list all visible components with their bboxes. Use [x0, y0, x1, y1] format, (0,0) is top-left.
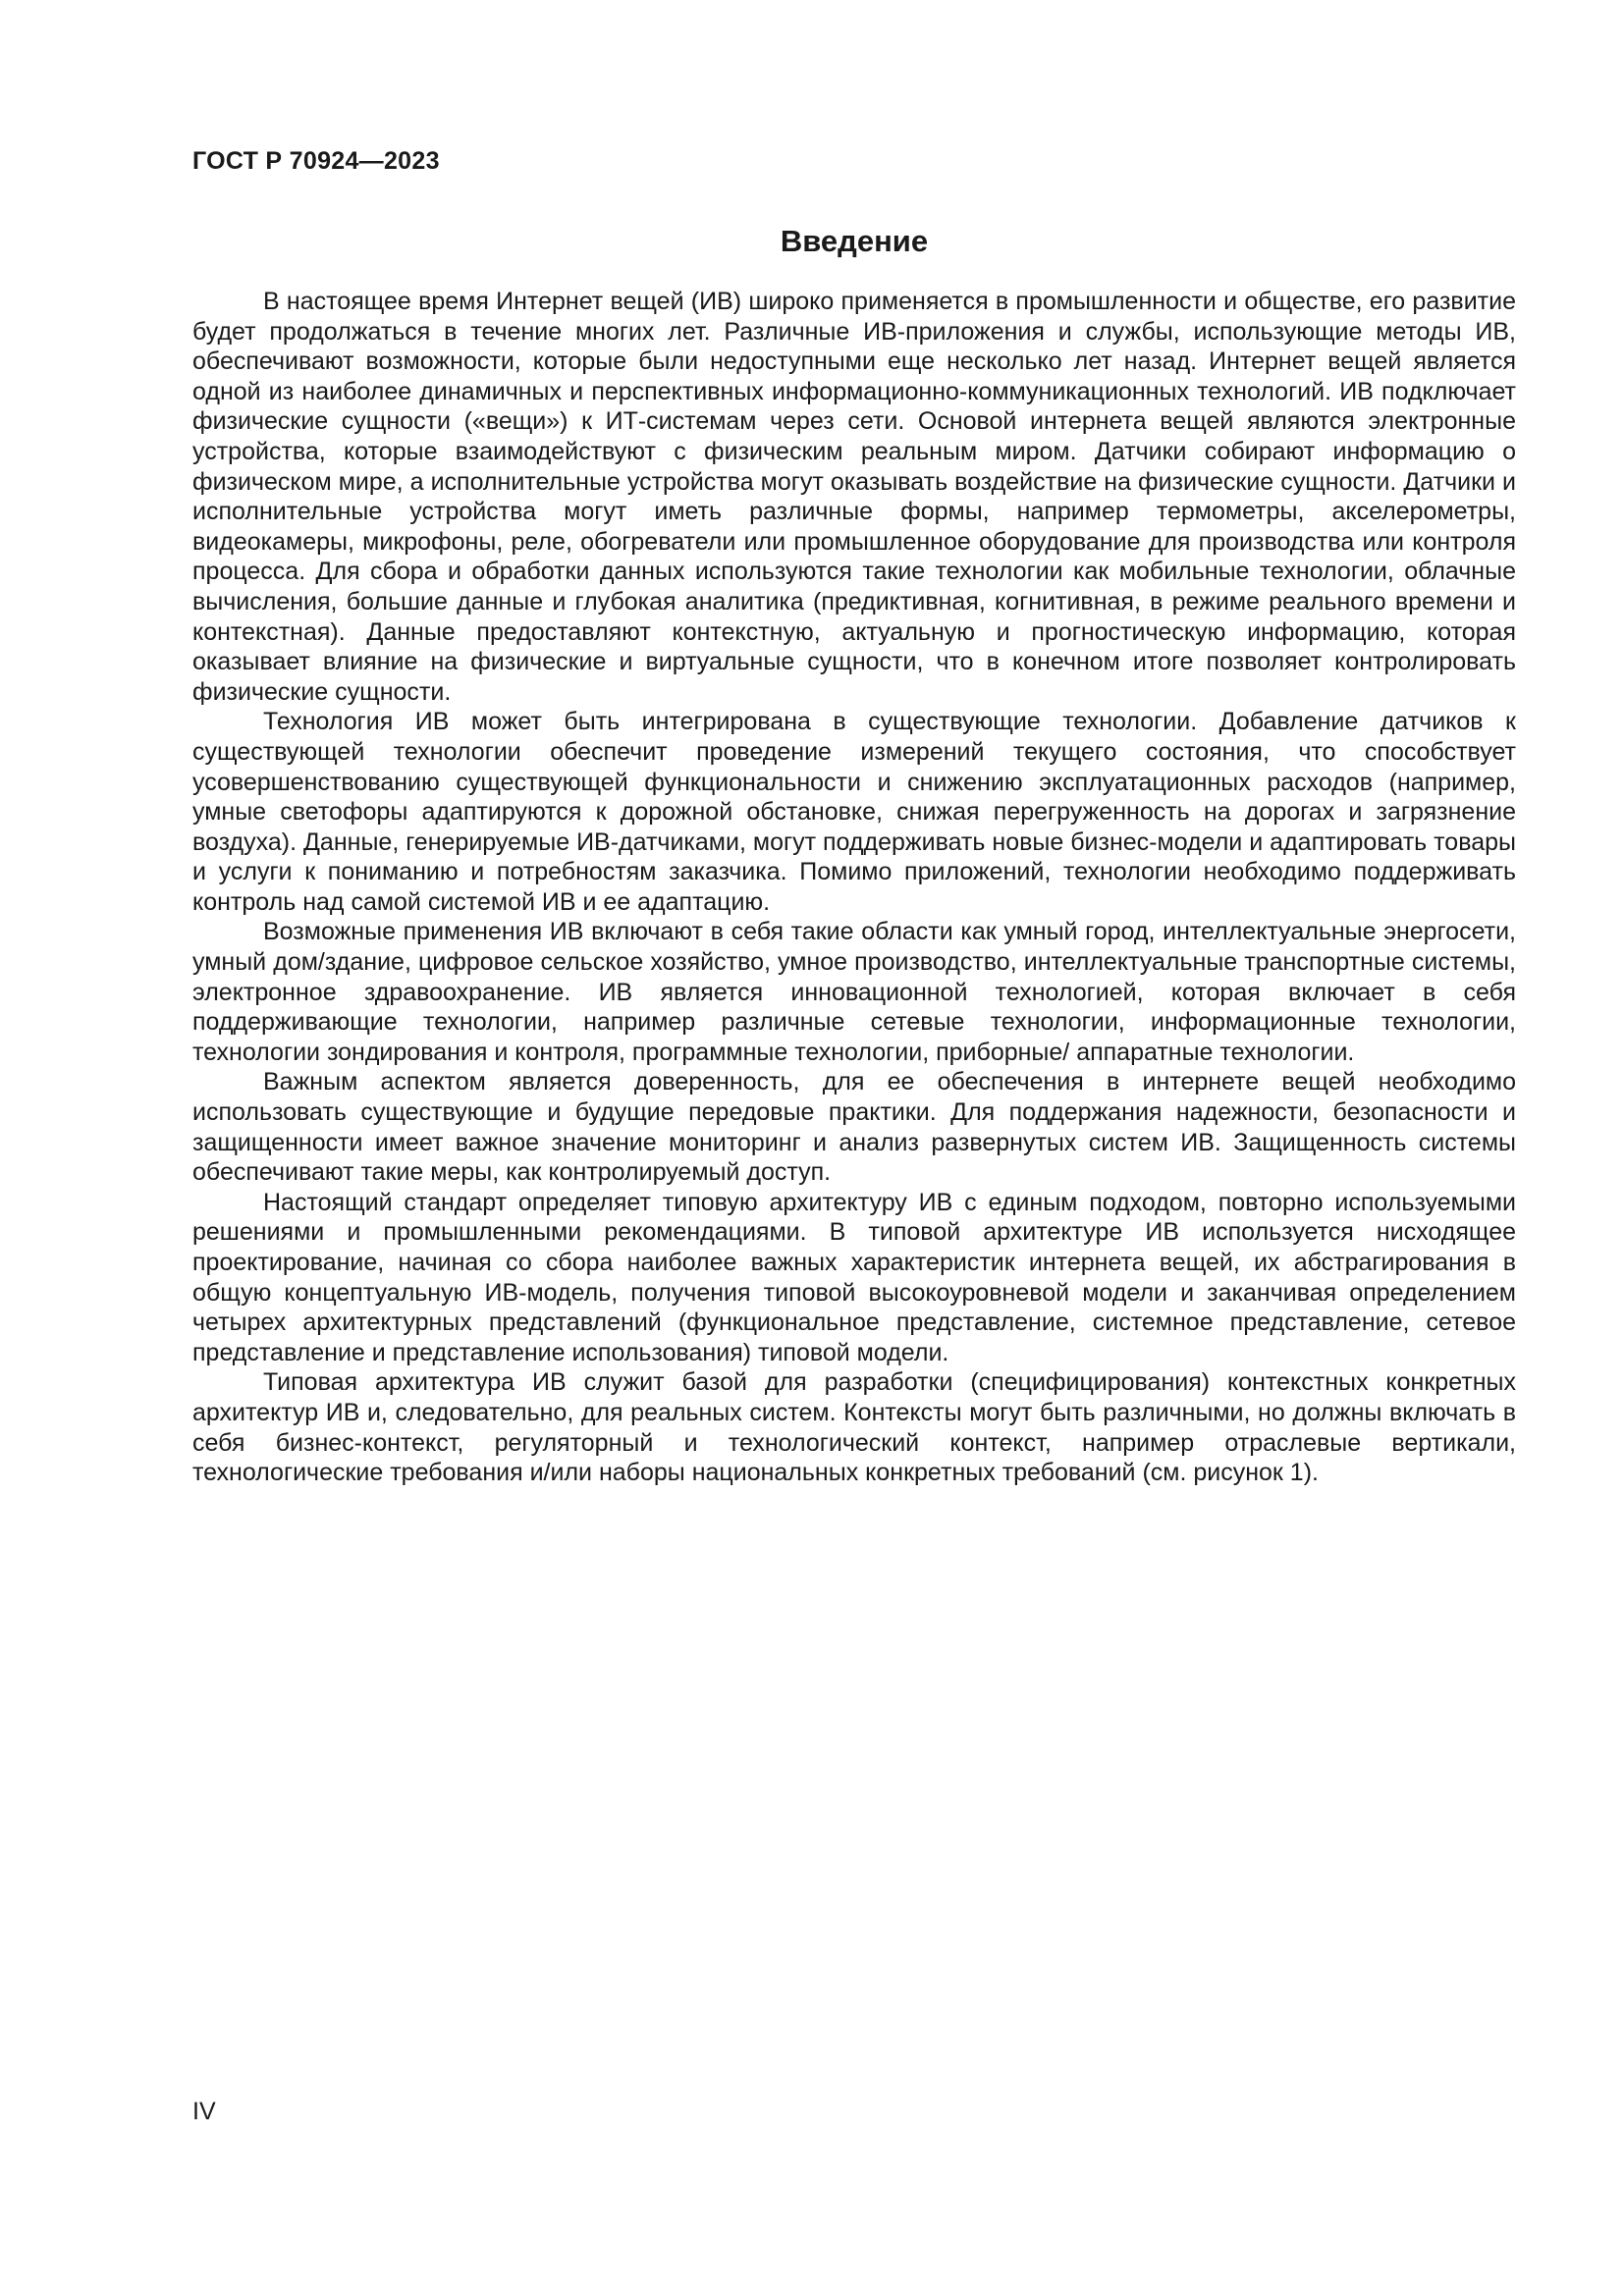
- paragraph: Важным аспектом является доверенность, для ее обеспечения в интернете вещей необходимо использовать существующие и будущие передовые практики. Для поддержания надежности, безопасности и защищенности имеет важное значение мониторинг и анализ развернутых систем ИВ. Защищенность системы обеспечивают такие меры, как контролируемый доступ.: [192, 1068, 1516, 1187]
- paragraph: В настоящее время Интернет вещей (ИВ) широко применяется в промышленности и обществе, его развитие будет продолжаться в течение многих лет. Различные ИВ-приложения и службы, использующие методы ИВ, обеспечивают возможности, которые были недоступными еще несколько лет назад. Интернет вещей является одной из наиболее динамичных и перспективных информационно-коммуникационных технологий. ИВ подключает физические сущности («вещи») к ИТ-системам через сети. Основой интернета вещей являются электронные устройства, которые взаимодействуют с физическим реальным миром. Датчики собирают информацию о физическом мире, а исполнительные устройства могут оказывать воздействие на физические сущности. Датчики и исполнительные устройства могут иметь различные формы, например термометры, акселерометры, видеокамеры, микрофоны, реле, обогреватели или промышленное оборудование для производства или контроля процесса. Для сбора и обработки данных используются такие технологии как мобильные технологии, облачные вычисления, большие данные и глубокая аналитика (предиктивная, когнитивная, в режиме реального времени и контекстная). Данные предоставляют контекстную, актуальную и прогностическую информацию, которая оказывает влияние на физические и виртуальные сущности, что в конечном итоге позволяет контролировать физические сущности.: [192, 288, 1516, 706]
- paragraph: Технология ИВ может быть интегрирована в существующие технологии. Добавление датчиков к существующей технологии обеспечит проведение измерений текущего состояния, что способствует усовершенствованию существующей функциональности и снижению эксплуатационных расходов (например, умные светофоры адаптируются к дорожной обстановке, снижая перегруженность на дорогах и загрязнение воздуха). Данные, генерируемые ИВ-датчиками, могут поддерживать новые бизнес-модели и адаптировать товары и услуги к пониманию и потребностям заказчика. Помимо приложений, технологии необходимо поддерживать контроль над самой системой ИВ и ее адаптацию.: [192, 708, 1516, 916]
- section-title: Введение: [780, 224, 929, 258]
- page-number: IV: [192, 2098, 216, 2125]
- body-text: [192, 287, 1516, 1488]
- paragraph: Настоящий стандарт определяет типовую архитектуру ИВ с единым подходом, повторно используемыми решениями и промышленными рекомендациями. В типовой архитектуре ИВ используется нисходящее проектирование, начиная со сбора наиболее важных характеристик интернета вещей, их абстрагирования в общую концептуальную ИВ-модель, получения типовой высокоуровневой модели и заканчивая определением четырех архитектурных представлений (функциональное представление, системное представление, сетевое представление и представление использования) типовой модели.: [192, 1188, 1516, 1366]
- paragraph: Типовая архитектура ИВ служит базой для разработки (специфицирования) контекстных конкретных архитектур ИВ и, следовательно, для реальных систем. Контексты могут быть различными, но должны включать в себя бизнес-контекст, регуляторный и технологический контекст, например отраслевые вертикали, технологические требования и/или наборы национальных конкретных требований (см. рисунок 1).: [192, 1368, 1516, 1487]
- document-code-header: ГОСТ Р 70924—2023: [192, 147, 440, 175]
- paragraph: Возможные применения ИВ включают в себя такие области как умный город, интеллектуальные энергосети, умный дом/здание, цифровое сельское хозяйство, умное производство, интеллектуальные транспортные системы, электронное здравоохранение. ИВ является инновационной технологией, которая включает в себя поддерживающие технологии, например различные сетевые технологии, информационные технологии, технологии зондирования и контроля, программные технологии, приборные/ аппаратные технологии.: [192, 918, 1516, 1066]
